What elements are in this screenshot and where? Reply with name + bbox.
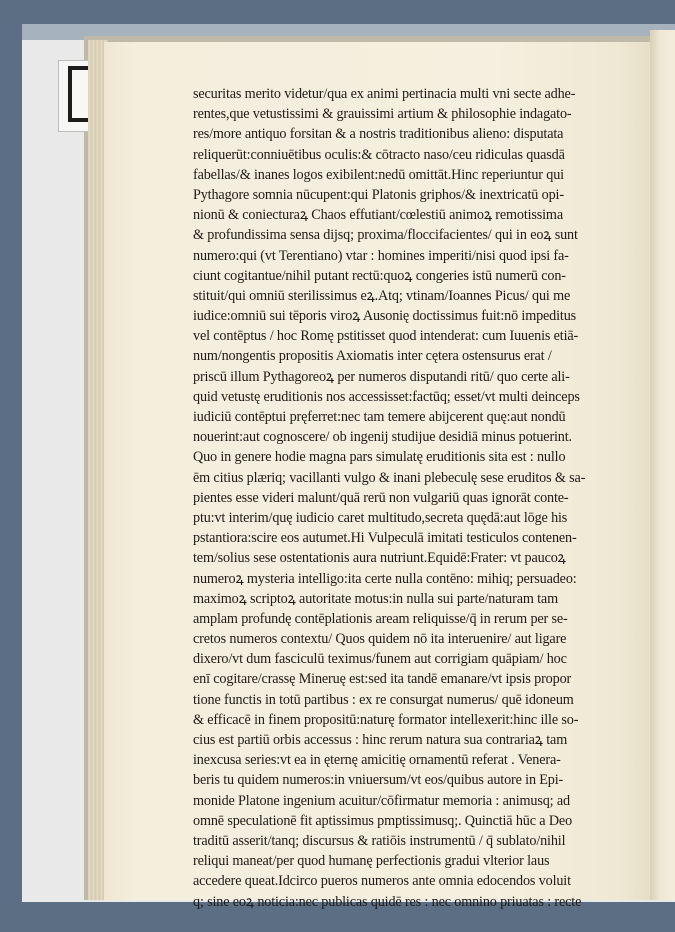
- text-line: inexcusa series:vt ea in ęternę amicitię ornamentū referat . Venera-: [193, 752, 561, 769]
- text-line: iudice:omniū sui tēporis viroꝝ Ausonię doctissimus fuit:nō impeditus: [193, 308, 577, 325]
- text-line: pientes esse videri malunt/quā rerū non vulgariū quas ignorāt conte-: [193, 489, 569, 506]
- text-line: tione functis in totū partibus : ex re consurgat numerus/ quē idoneum: [193, 691, 574, 708]
- text-line: pstantiora:scire eos autumet.Hi Vulpeculā imitati testiculos contenen-: [193, 530, 577, 547]
- text-line: res/more antiquo forsitan & a nostris traditionibus alieno: disputata: [193, 126, 564, 143]
- text-line: reliqui maneat/per quod humanę perfectionis gradui vlterior laus: [193, 853, 550, 870]
- text-line: nionū & coniecturaꝝ Chaos effutiant/cœlestiū animoꝝ remotissima: [193, 207, 563, 224]
- text-line: numero:qui (vt Terentiano) vtar : homines imperiti/nisi quod ipsi fa-: [193, 247, 569, 264]
- page-text: [193, 84, 645, 932]
- text-line: beris tu quidem numeros:in vniuersum/vt eos/quibus autore in Epi-: [193, 772, 564, 789]
- text-line: Pythagore somnia nūcupent:qui Platonis griphos/& inextricatū opi-: [193, 186, 564, 203]
- text-line: iudiciū contēptui pręferret:nec tam temere abijcerent quę:aut nondū: [193, 409, 566, 425]
- text-line: ciunt cogitantue/nihil putant rectū:quoꝝ congeries istū numerū con-: [193, 267, 566, 284]
- text-line: vel contēptus / hoc Romę pstitisset quod intenderat: cum Iuuenis etiā-: [193, 328, 579, 345]
- text-line: & profundissima sensa dijsq; proxima/floccifacientes/ qui in eoꝝ sunt: [193, 227, 578, 244]
- text-line: amplam profundę contēplationis aream reliquisse/q̄ in rerum per se-: [193, 610, 568, 627]
- text-line: num/nongentis propositis Axiomatis inter cętera ostensurus erat /: [193, 348, 552, 365]
- text-line: tem/solius sese ostentationis aura nutriunt.Equidē:Frater: vt paucoꝝ: [193, 550, 566, 567]
- text-line: reliquerūt:conniuētibus oculis:& cōtracto naso/ceu ridiculas quasdā: [193, 146, 565, 163]
- text-line: cius est partiū orbis accessus : hinc rerum natura sua contrariaꝝ tam: [193, 732, 568, 748]
- text-line: cretos numeros contextu/ Quos quidem nō ita interuenire/ aut ligare: [193, 631, 567, 648]
- text-line: Quo in genere hodie magna pars simulatę eruditionis sita est : nullo: [193, 449, 566, 466]
- text-line: ēm citius plæriq; vacillanti vulgo & inani plebeculę sese eruditos & sa-: [193, 469, 586, 486]
- text-line: stituit/qui omniū sterilissimus eꝝ.Atq; vtinam/Ioannes Picus/ qui me: [193, 287, 571, 304]
- text-line: [193, 912, 645, 932]
- text-line: accedere queat.Idcirco pueros numeros ante omnia edocendos voluit: [193, 873, 571, 890]
- text-line: ptu:vt interim/quę iudicio caret multitudo,secreta quędā:aut lōge his: [193, 509, 568, 526]
- text-line: monide Platone ingenium acuitur/cōfirmatur memoria : animusq; ad: [193, 792, 570, 809]
- text-line: nouerint:aut cognoscere/ ob ingenij studijue desidiā minus potuerint.: [193, 429, 572, 446]
- text-line: priscū illum Pythagoreoꝝ per numeros disputandi ritū/ quo certe ali-: [193, 368, 570, 385]
- text-line: maximoꝝ scriptoꝝ autoritate motus:in nulla sui parte/naturam tam: [193, 590, 558, 607]
- text-line: fabellas/& inanes logos exibilent:nedū omittāt.Hinc reperiuntur qui: [193, 166, 564, 183]
- book-gutter: [650, 30, 675, 900]
- text-line: quid vetustę eruditionis nos accessisset:factūq; esset/vt multi deinceps: [193, 388, 580, 405]
- text-line: & efficacē in finem propositū:naturę formator intellexerit:hinc ille so-: [193, 711, 579, 728]
- text-line: securitas merito videtur/qua ex animi pertinacia multi vni secte adhe-: [193, 86, 576, 102]
- text-line: omnē speculationē fit aptissimus pmptissimusq;. Quinctiā hūc a Deo: [193, 812, 573, 829]
- text-line: q; sine eoꝝ noticia:nec publicas quidē res : nec omnino priuatas : recte: [193, 893, 582, 910]
- text-line: dixero/vt dum fasciculū teximus/funem aut corrigiam quāpiam/ hoc: [193, 651, 567, 668]
- text-line: enī cogitare/crassę Mineruę est:sed ita tandē emanare/vt ipsis propor: [193, 671, 572, 688]
- text-line: traditū asserit/tanq; discursus & ratiōis instrumentū / q̄ sublato/nihil: [193, 832, 566, 849]
- text-line: numeroꝝ mysteria intelligo:ita certe nulla contēno: mihiq; persuadeo:: [193, 570, 577, 587]
- text-line: rentes,que vetustissimi & grauissimi artium & philosophie indagato-: [193, 106, 572, 123]
